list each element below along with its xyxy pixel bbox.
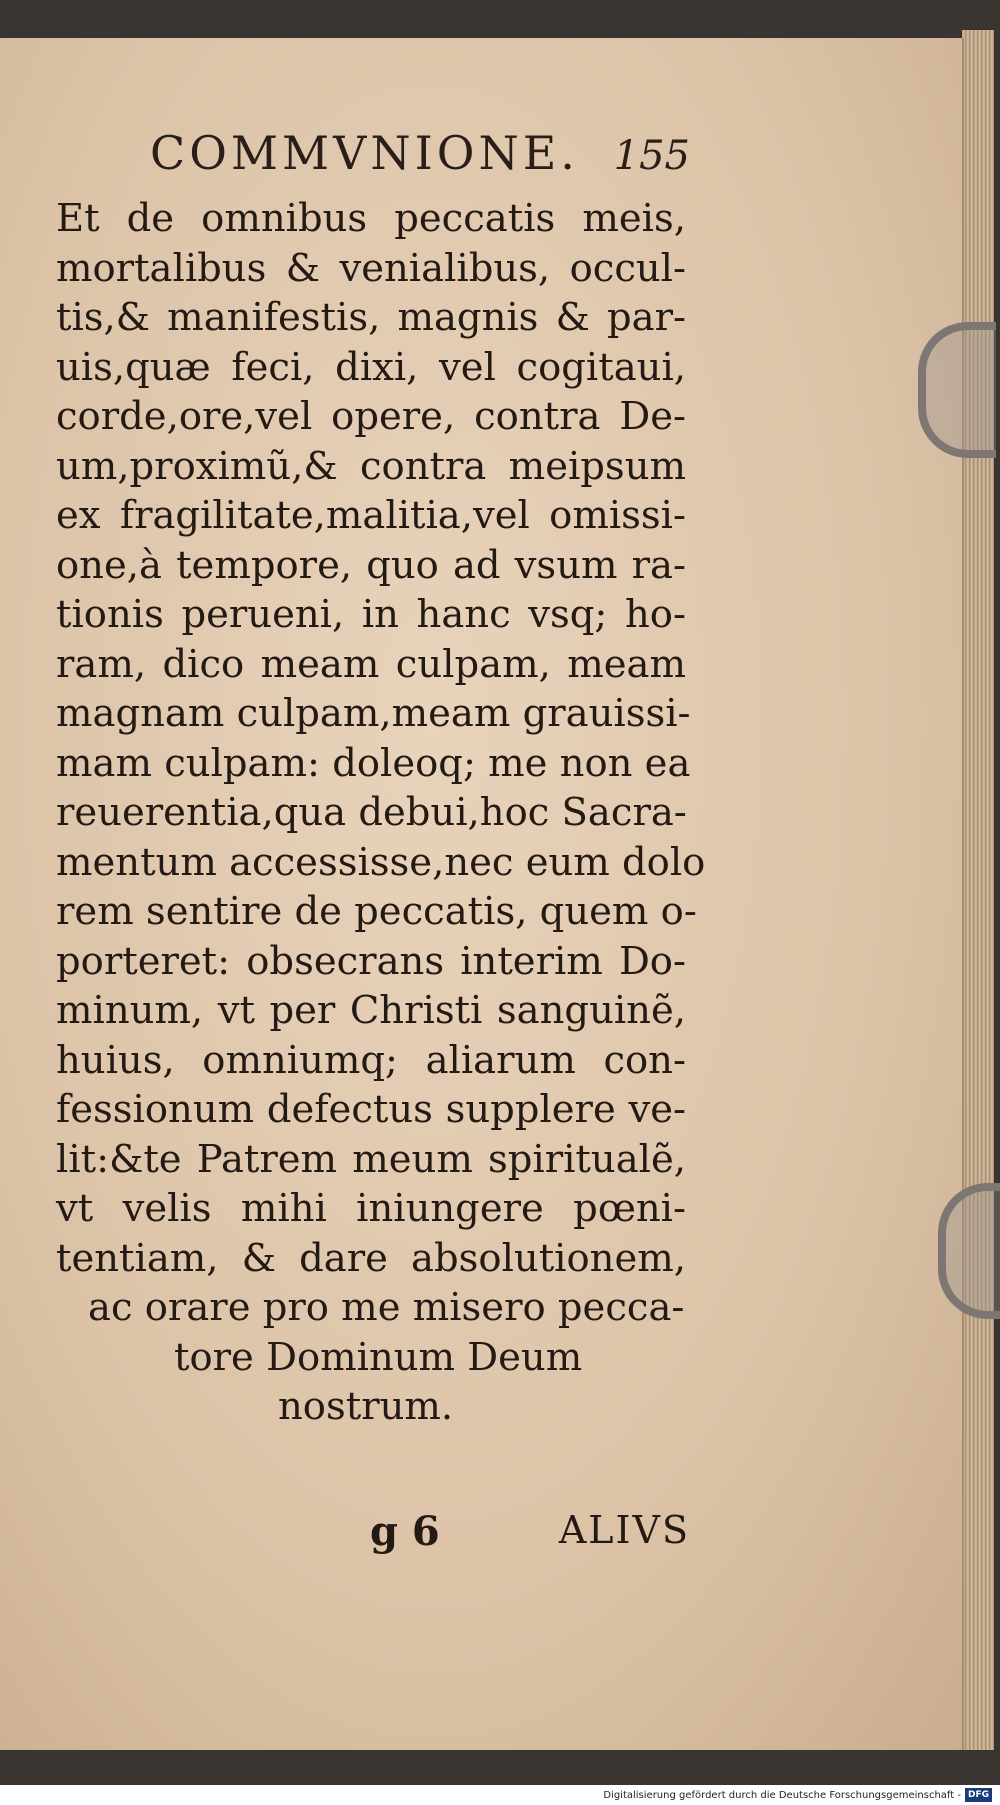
- running-title: COMMVNIONE.: [150, 126, 579, 180]
- text-line: um,proximũ,& contra meipsum: [56, 443, 686, 489]
- text-line: tis,& manifestis, magnis & par-: [56, 295, 686, 340]
- text-line: minum, vt per Christi sanguinẽ,: [56, 988, 686, 1033]
- text-line: mortalibus & venialibus, occul-: [56, 245, 686, 291]
- running-head: [150, 126, 690, 180]
- text-line: Et de omnibus peccatis meis,: [56, 196, 686, 241]
- clasp-lower: [938, 1183, 1000, 1319]
- text-line: porteret: obsecrans interim Do-: [56, 938, 686, 984]
- text-line: tore Dominum Deum: [174, 1334, 583, 1380]
- book-page: [0, 38, 964, 1750]
- text-line: lit:&te Patrem meum spiritualẽ,: [56, 1136, 686, 1182]
- clasp-upper: [918, 322, 996, 458]
- page-edge: [962, 30, 994, 1750]
- text-line: reuerentia,qua debui,hoc Sacra-: [56, 790, 687, 835]
- text-line: one,à tempore, quo ad vsum ra-: [56, 542, 686, 588]
- text-line: mam culpam: doleoq; me non ea: [56, 740, 691, 786]
- text-line: magnam culpam,meam grauissi-: [56, 691, 691, 736]
- text-line: nostrum.: [278, 1384, 454, 1429]
- text-line: ex fragilitate,malitia,vel omissi-: [56, 493, 686, 538]
- text-line: corde,ore,vel opere, contra De-: [56, 394, 686, 439]
- text-line: uis,quæ feci, dixi, vel cogitaui,: [56, 344, 686, 390]
- dfg-logo: DFG: [965, 1788, 992, 1802]
- digitization-footer: [0, 1785, 1000, 1805]
- footer-credit: Digitalisierung gefördert durch die Deutsche Forschungsgemeinschaft -: [603, 1789, 961, 1801]
- catchword: ALIVS: [558, 1508, 690, 1552]
- text-line: fessionum defectus supplere ve-: [56, 1087, 686, 1132]
- text-line: ram, dico meam culpam, meam: [56, 641, 686, 687]
- text-line: tionis perueni, in hanc vsq; ho-: [56, 592, 686, 637]
- signature-mark: g 6: [370, 1508, 440, 1555]
- text-line: huius, omniumq; aliarum con-: [56, 1037, 686, 1083]
- body-text: [56, 194, 706, 1432]
- page-number: 155: [613, 133, 690, 179]
- text-line: tentiam, & dare absolutionem,: [56, 1235, 686, 1281]
- text-line: vt velis mihi iniungere pœni-: [56, 1186, 686, 1231]
- text-line: ac orare pro me misero pecca-: [88, 1285, 685, 1330]
- text-line: rem sentire de peccatis, quem o-: [56, 889, 697, 934]
- text-line: mentum accessisse,nec eum dolo: [56, 839, 706, 885]
- catch-line: [370, 1508, 690, 1555]
